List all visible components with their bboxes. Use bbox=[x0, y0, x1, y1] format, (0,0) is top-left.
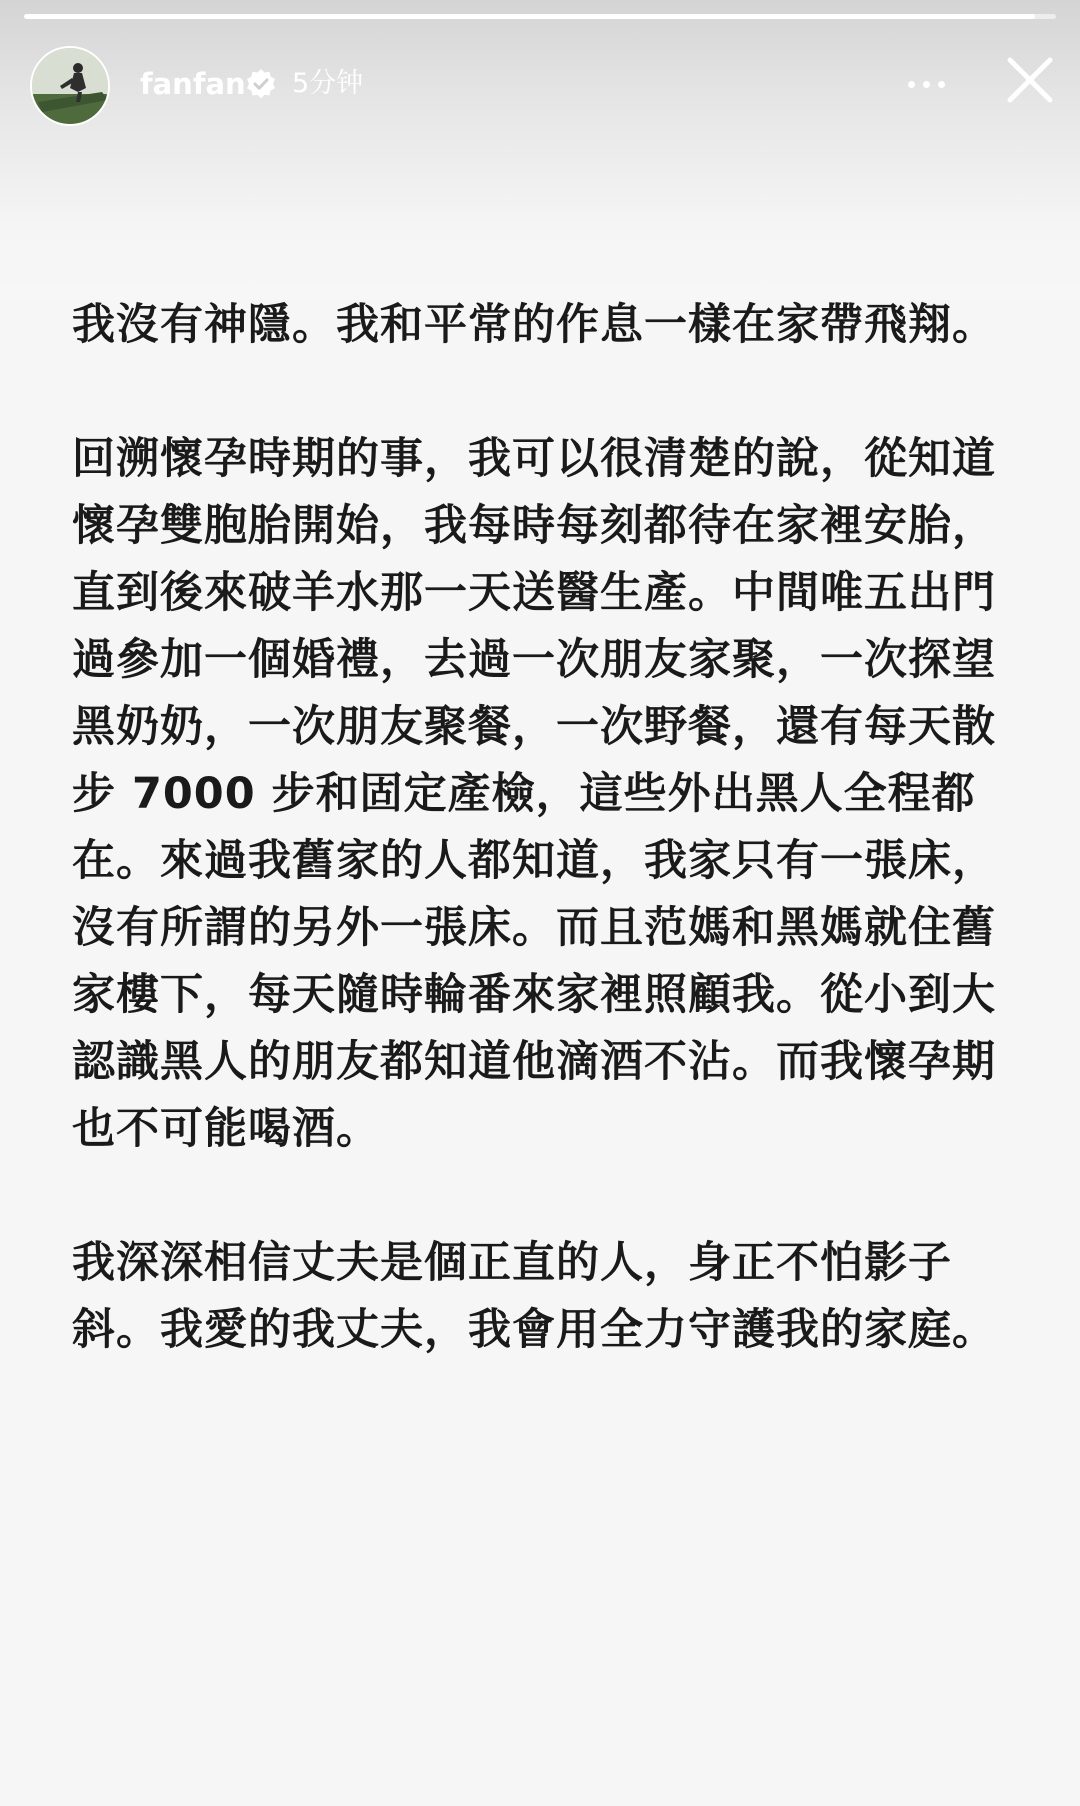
more-dot bbox=[938, 81, 945, 88]
paragraph-1: 我沒有神隱。我和平常的作息一樣在家帶飛翔。 bbox=[72, 300, 996, 350]
more-dot bbox=[908, 81, 915, 88]
paragraph-3: 我深深相信丈夫是個正直的人，身正不怕影子斜。我愛的我丈夫，我會用全力守護我的家庭。 bbox=[72, 1238, 996, 1355]
story-header bbox=[30, 44, 1060, 128]
story-text-content bbox=[72, 292, 1012, 1431]
paragraph-2: 回溯懷孕時期的事，我可以很清楚的說，從知道懷孕雙胞胎開始，我每時每刻都待在家裡安胎，直到後來破羊水那一天送醫生產。中間唯五出門過參加一個婚禮，去過一次朋友家聚，一次探望黑奶奶，一次朋友聚餐，一次野餐，還有每天散步 7000 步和固定產檢，這些外出黑人全程都在。來過我舊家的人都知道，我家只有一張床，沒有所謂的另外一張床。而且范媽和黑媽就住舊家樓下，每天隨時輪番來家裡照顧我。從小到大認識黑人的朋友都知道他滴酒不沾。而我懷孕期也不可能喝酒。 bbox=[72, 434, 996, 1154]
username[interactable]: fanfan bbox=[140, 67, 246, 101]
story-progress-fill bbox=[24, 14, 1035, 19]
verified-badge-icon bbox=[245, 68, 277, 100]
post-timestamp: 5分钟 bbox=[292, 68, 364, 99]
close-icon[interactable] bbox=[1000, 50, 1060, 110]
avatar-photo-icon[interactable] bbox=[30, 46, 110, 126]
story-progress-bar bbox=[24, 14, 1056, 19]
more-dot bbox=[923, 81, 930, 88]
more-options-icon[interactable] bbox=[898, 62, 954, 106]
